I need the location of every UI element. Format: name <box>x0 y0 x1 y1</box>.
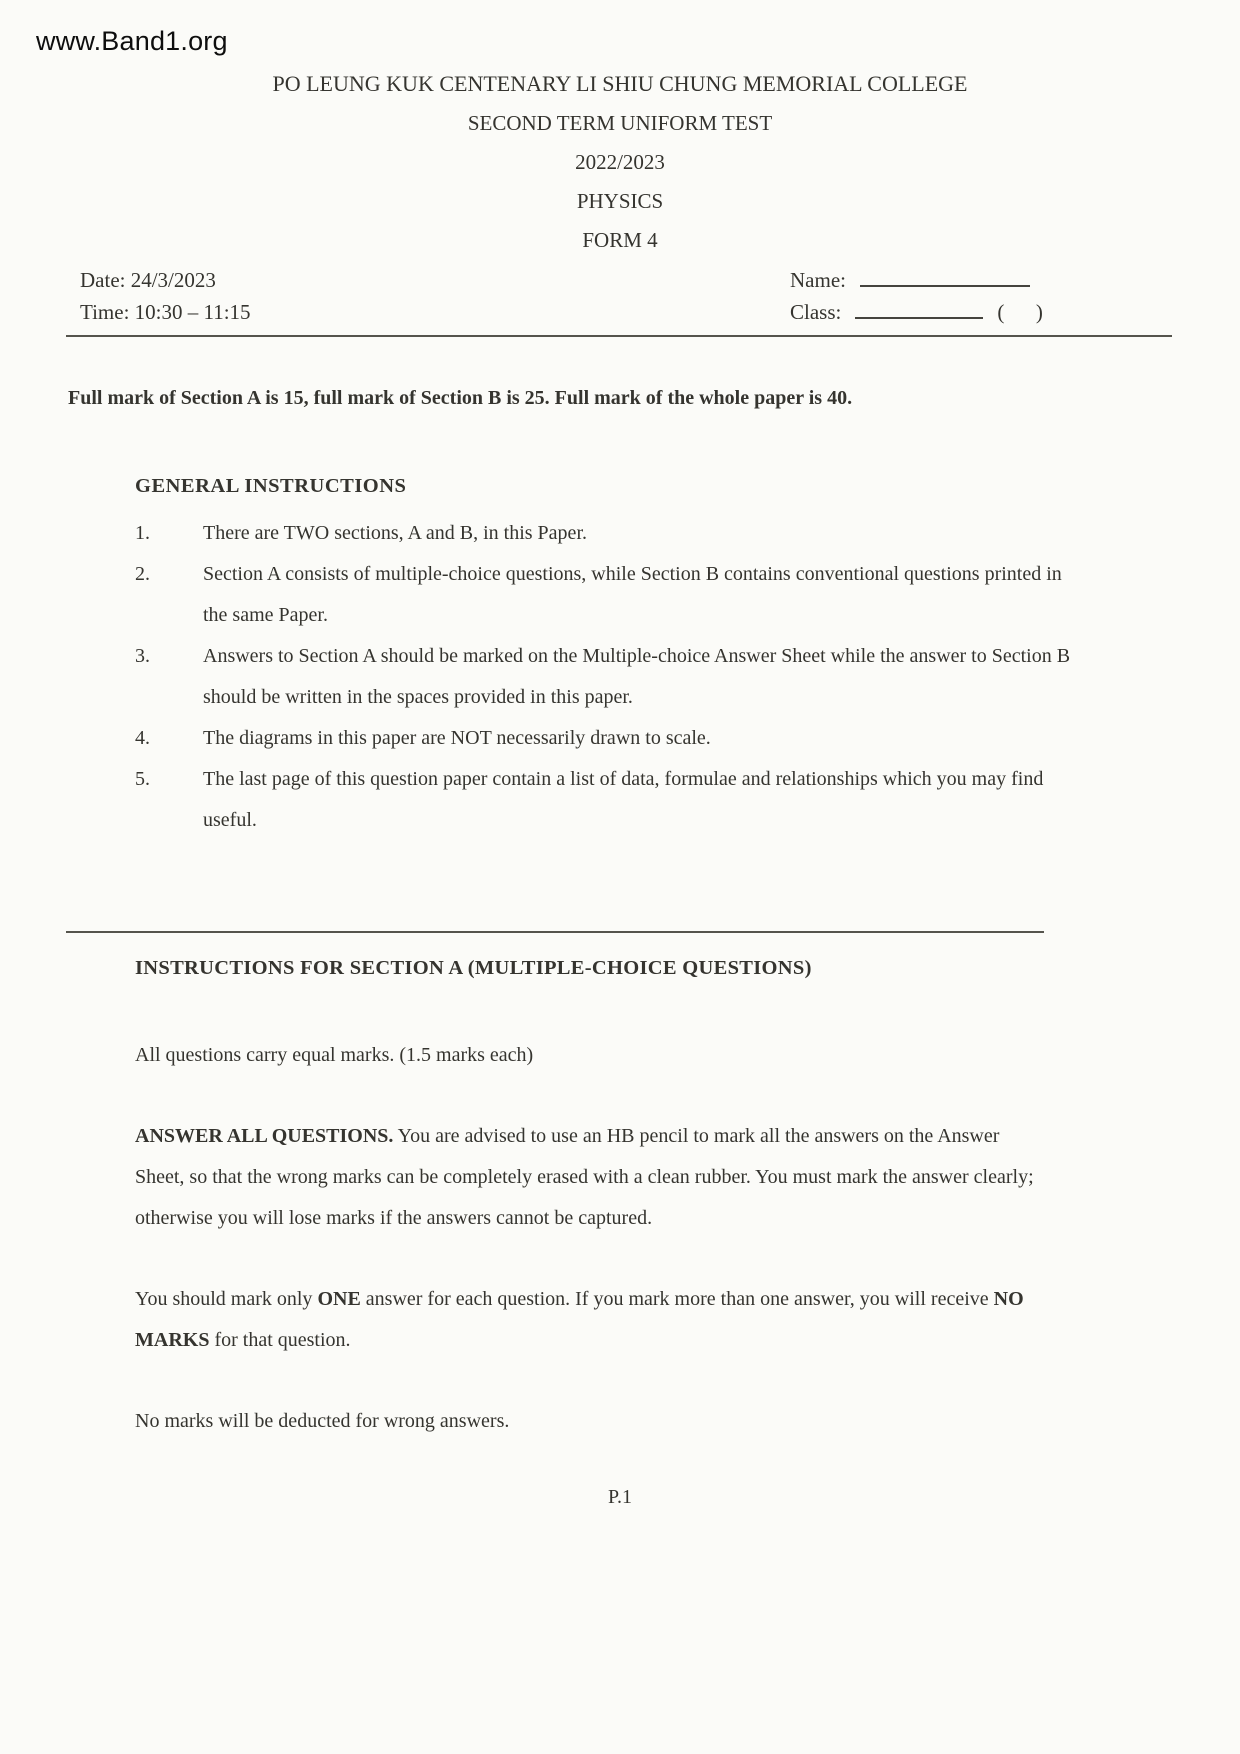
subject-name: PHYSICS <box>576 189 664 213</box>
full-mark-note: Full mark of Section A is 15, full mark of Section B is 25. Full mark of the whole paper is 40. <box>68 387 853 409</box>
one-answer-part-2: answer for each question. If you mark more than one answer, you will receive <box>360 1288 994 1310</box>
one-answer-paragraph <box>135 1279 1045 1361</box>
instruction-item-1 <box>135 513 1090 554</box>
one-answer-bold-no-marks: NO MARKS <box>135 1288 1024 1351</box>
instruction-item-5 <box>135 759 1090 841</box>
equal-marks-note: All questions carry equal marks. (1.5 marks each) <box>135 1044 534 1066</box>
instruction-text: Section A consists of multiple-choice questions, while Section B contains conventional questions printed in the same Paper. <box>203 563 1062 626</box>
exam-date: Date: 24/3/2023 <box>80 268 216 292</box>
class-field-row <box>790 299 1043 325</box>
exam-info-right <box>790 267 1043 331</box>
test-name: SECOND TERM UNIFORM TEST <box>467 111 773 135</box>
instruction-item-4 <box>135 718 1090 759</box>
instruction-number: 2. <box>135 563 150 585</box>
instruction-item-2 <box>135 554 1090 636</box>
answer-all-paragraph <box>135 1116 1045 1239</box>
general-instructions-title: GENERAL INSTRUCTIONS <box>135 475 407 497</box>
instruction-text: Answers to Section A should be marked on the Multiple-choice Answer Sheet while the answer to Section B should be written in the spaces provided in this paper. <box>203 645 1071 708</box>
section-divider-line <box>66 931 1044 933</box>
page-footer <box>0 1486 1240 1509</box>
instruction-number: 5. <box>135 768 150 790</box>
exam-info-left <box>80 267 790 331</box>
answer-all-rest-text: You are advised to use an HB pencil to mark all the answers on the Answer Sheet, so that the wrong marks can be completely erased with a clean rubber. You must mark the answer clearly; otherwise you will lose marks if the answers cannot be captured. <box>135 1125 1034 1229</box>
section-a-instructions-title: INSTRUCTIONS FOR SECTION A (MULTIPLE-CHOICE QUESTIONS) <box>135 957 812 979</box>
class-blank-line <box>855 299 983 319</box>
instruction-text: The diagrams in this paper are NOT necessarily drawn to scale. <box>203 727 711 749</box>
class-label: Class: <box>790 300 842 324</box>
answer-all-bold-text: ANSWER ALL QUESTIONS. <box>135 1125 394 1147</box>
instruction-item-3 <box>135 636 1090 718</box>
header-divider-line <box>66 335 1172 337</box>
name-label: Name: <box>790 268 846 292</box>
name-field-row <box>790 267 1043 293</box>
general-instructions-list <box>135 513 1090 841</box>
class-number-parens: ( ) <box>997 300 1043 324</box>
one-answer-bold-one: ONE <box>317 1288 361 1310</box>
instruction-number: 1. <box>135 522 150 544</box>
instruction-number: 3. <box>135 645 150 667</box>
page-number: P.1 <box>608 1486 632 1508</box>
instruction-number: 4. <box>135 727 150 749</box>
name-blank-line <box>860 267 1030 287</box>
form-level: FORM 4 <box>582 228 658 252</box>
exam-time: Time: 10:30 – 11:15 <box>80 300 251 324</box>
exam-info-section <box>80 267 1240 331</box>
watermark-text: www.Band1.org <box>36 26 228 56</box>
one-answer-part-1: You should mark only <box>135 1288 318 1310</box>
school-name: PO LEUNG KUK CENTENARY LI SHIU CHUNG MEMORIAL COLLEGE <box>272 71 968 96</box>
instruction-text: There are TWO sections, A and B, in this Paper. <box>203 522 587 544</box>
instruction-text: The last page of this question paper contain a list of data, formulae and relationships which you may find useful. <box>203 768 1044 831</box>
one-answer-part-3: for that question. <box>209 1329 351 1351</box>
school-year: 2022/2023 <box>575 150 665 174</box>
no-deduction-note: No marks will be deducted for wrong answers. <box>135 1410 510 1432</box>
